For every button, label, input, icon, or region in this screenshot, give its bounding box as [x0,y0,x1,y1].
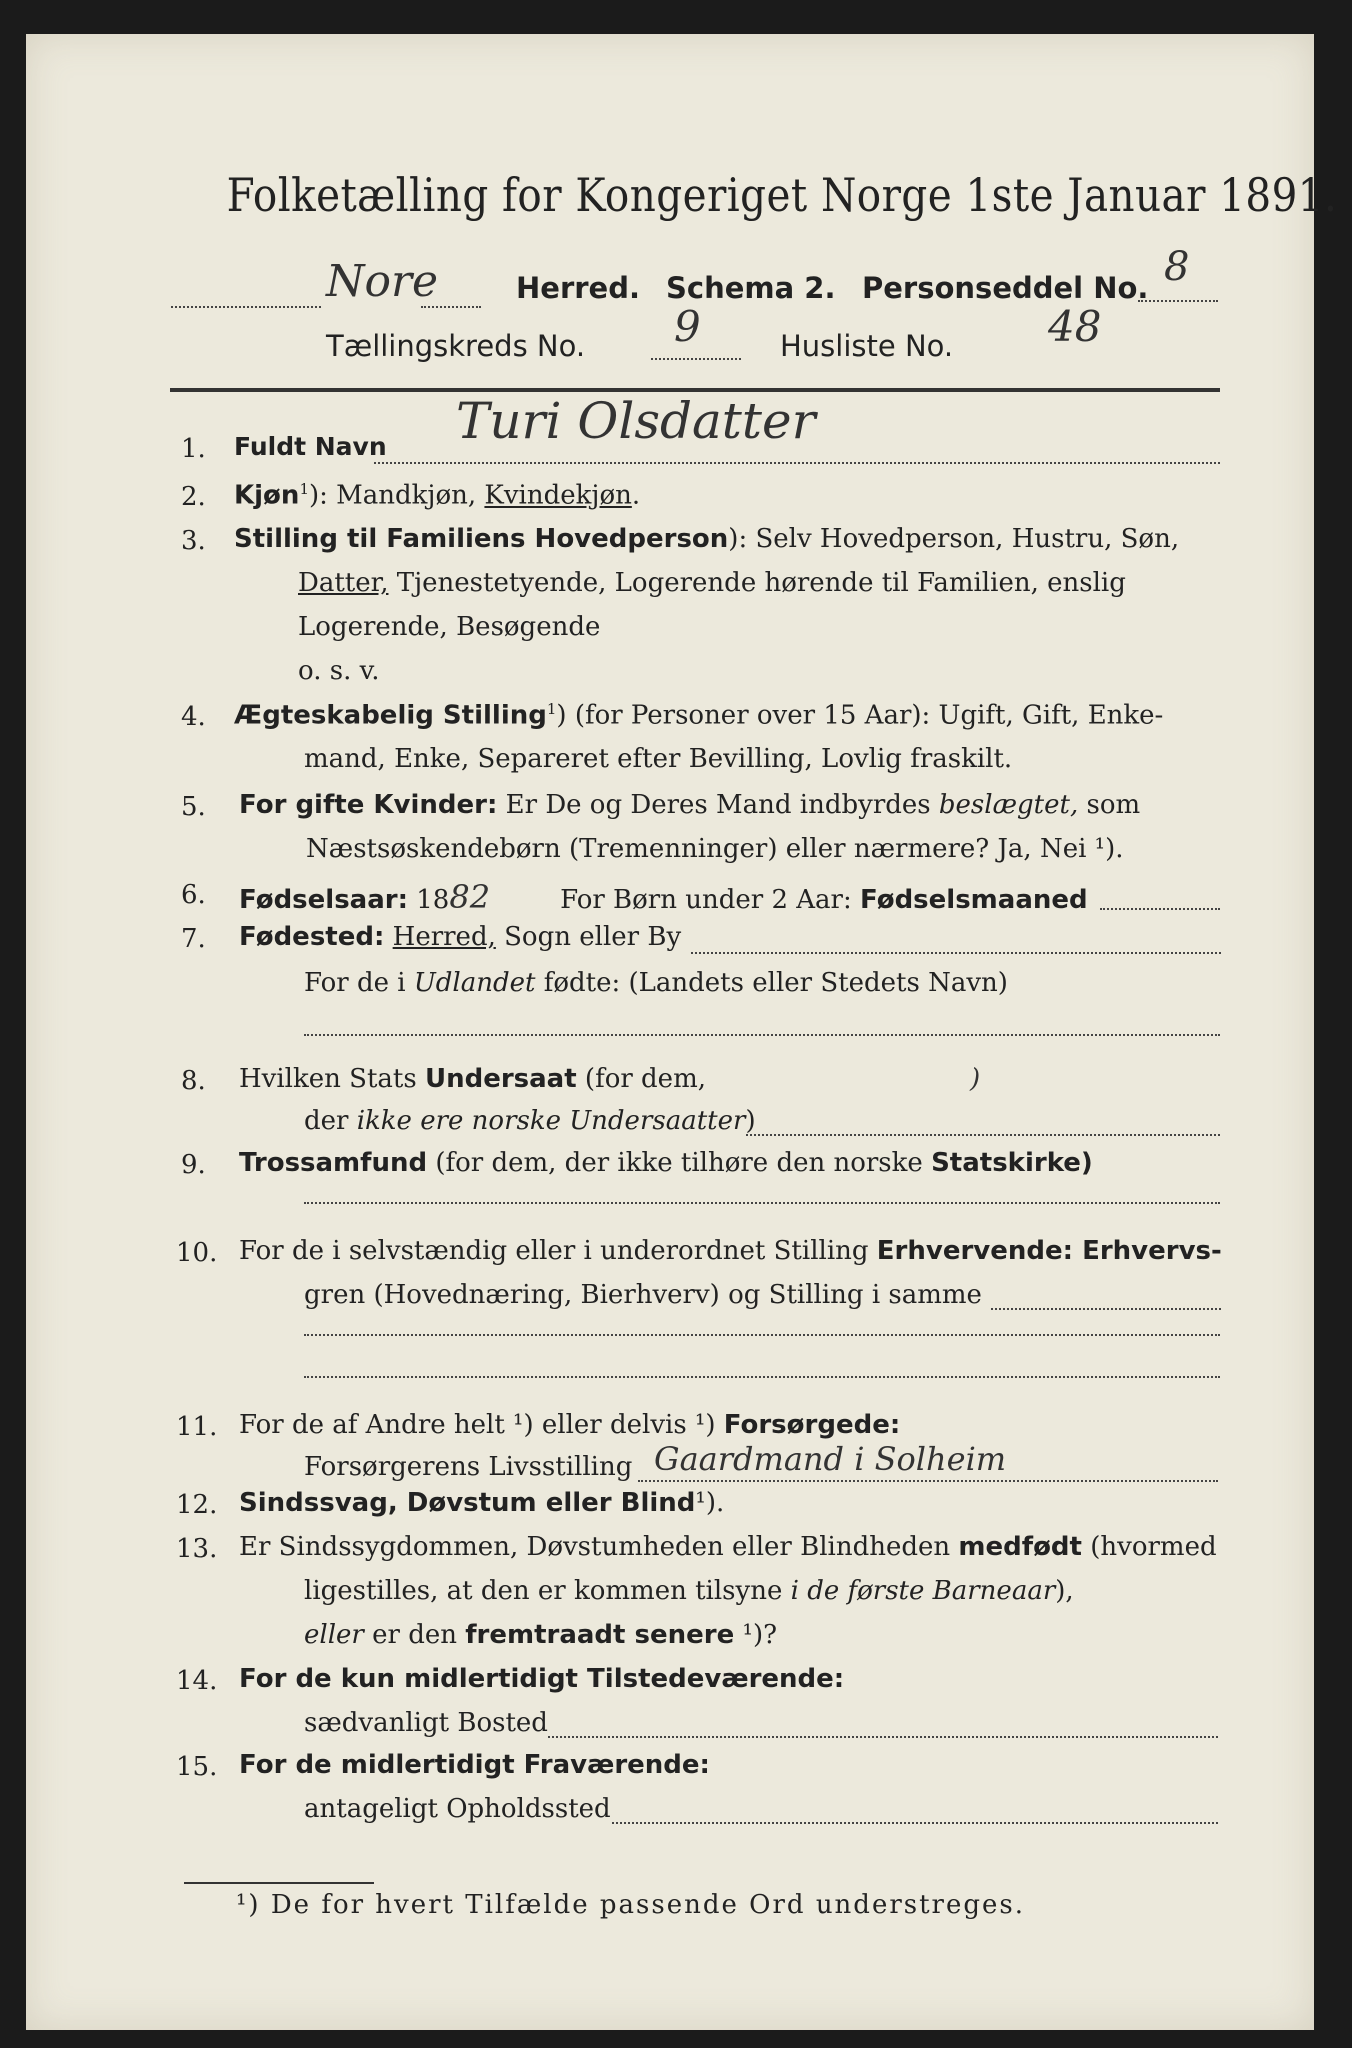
schema-label: Schema 2. [666,271,836,305]
q4-number: 4. [181,702,206,732]
footnote-rule [184,1882,374,1884]
q6-number: 6. [181,880,206,910]
q14-line2: sædvanligt Bosted [304,1708,548,1738]
q4-line2: mand, Enke, Separeret efter Bevilling, Lovlig fraskilt. [304,744,1013,774]
q1-label: Fuldt Navn [234,432,387,461]
q2-text: Kjøn$^1$): Mandkjøn, Kvindekjøn. [234,480,641,511]
husliste-value: 48 [1048,302,1102,351]
q7-line1: Fødested: Herred, Sogn eller By [239,922,682,952]
footnote: ¹) De for hvert Tilfælde passende Ord understreges. [236,1890,1026,1920]
q1-number: 1. [181,434,206,464]
q9-line1: Trossamfund (for dem, der ikke tilhøre den norske Statskirke) [239,1148,1093,1178]
q8-number: 8. [181,1066,206,1096]
kreds-label: Tællingskreds No. [326,329,586,363]
q13-number: 13. [176,1534,218,1564]
personseddel-value: 8 [1164,244,1190,290]
q3-line4: o. s. v. [298,656,380,686]
herred-value: Nore [326,256,439,307]
q7-number: 7. [181,924,206,954]
q7-line2: For de i Udlandet fødte: (Landets eller Stedets Navn) [304,968,1008,998]
q8-line2: der ikke ere norske Undersaatter) [304,1106,756,1136]
census-form-page [26,34,1338,2030]
q3-line3: Logerende, Besøgende [298,612,601,642]
q4-line1: Ægteskabelig Stilling$^1$) (for Personer over 15 Aar): Ugift, Gift, Enke- [234,700,1164,731]
q10-number: 10. [176,1238,218,1268]
q11-line2: Forsørgerens Livsstilling [304,1452,633,1482]
q3-line1: Stilling til Familiens Hovedperson): Selv Hovedperson, Hustru, Søn, [234,524,1180,554]
q11-number: 11. [176,1412,218,1442]
q6-line: Fødselsaar: 1882 For Børn under 2 Aar: Fødselsmaaned [239,878,1088,916]
q5-line1: For gifte Kvinder: Er De og Deres Mand indbyrdes beslægtet, som [239,790,1141,820]
form-title: Folketælling for Kongeriget Norge 1ste Januar 1891. [226,168,1338,222]
q1-name-value: Turi Olsdatter [456,392,816,450]
q10-line1: For de i selvstændig eller i underordnet Stilling Erhvervende: Erhvervs- [239,1236,1222,1266]
q2-number: 2. [181,482,206,512]
husliste-label: Husliste No. [780,329,954,363]
q15-line2: antageligt Opholdssted [304,1794,611,1824]
q5-line2: Næstsøskendebørn (Tremenninger) eller nærmere? Ja, Nei ¹). [306,834,1124,864]
q15-number: 15. [176,1752,218,1782]
q13-line1: Er Sindssygdommen, Døvstumheden eller Blindheden medfødt (hvormed [239,1532,1217,1562]
q11-value: Gaardmand i Solheim [654,1440,1007,1478]
q10-line2: gren (Hovednæring, Bierhverv) og Stilling i samme [304,1280,982,1310]
kreds-value: 9 [674,302,701,351]
q13-line2: ligestilles, at den er kommen tilsyne i de første Barneaar), [304,1576,1074,1606]
q3-number: 3. [181,526,206,556]
herred-label: Herred. [516,271,640,305]
q5-number: 5. [181,792,206,822]
q9-number: 9. [181,1150,206,1180]
q14-number: 14. [176,1666,218,1696]
q15-line1: For de midlertidigt Fraværende: [239,1750,710,1780]
q12-line: Sindssvag, Døvstum eller Blind¹). [239,1488,725,1518]
q8-line1: Hvilken Stats Undersaat (for dem, [239,1064,706,1094]
q12-number: 12. [176,1490,218,1520]
q11-line1: For de af Andre helt ¹) eller delvis ¹) Forsørgede: [239,1410,901,1440]
q3-line2: Datter, Tjenestetyende, Logerende hørende til Familien, enslig [298,568,1126,598]
personseddel-label: Personseddel No. [862,271,1149,305]
q14-line1: For de kun midlertidigt Tilstedeværende: [239,1664,845,1694]
q13-line3: eller er den fremtraadt senere ¹)? [304,1620,778,1650]
q8-mark: ) [970,1064,981,1094]
